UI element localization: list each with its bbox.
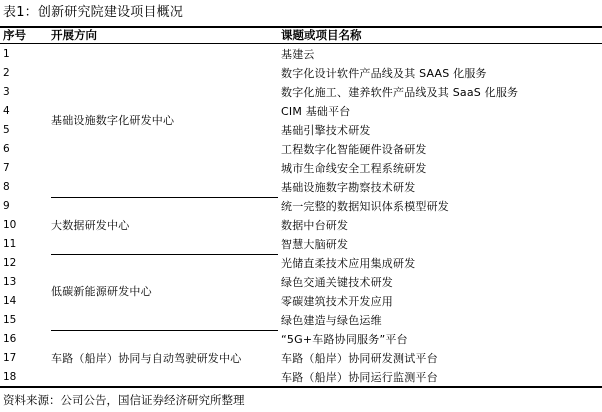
- row-project: 数字化施工、建养软件产品线及其 SaaS 化服务: [281, 86, 519, 99]
- row-index: 12: [3, 257, 17, 269]
- project-table: [0, 26, 602, 388]
- row-project: 基建云: [281, 48, 315, 61]
- row-project: 车路（船岸）协同运行监测平台: [281, 371, 438, 384]
- row-project: 统一完整的数据知识体系模型研发: [281, 200, 449, 213]
- row-project: 零碳建筑技术开发应用: [281, 295, 393, 308]
- row-index: 18: [3, 371, 17, 383]
- row-index: 13: [3, 276, 17, 288]
- row-index: 4: [3, 105, 10, 117]
- group-divider: [51, 330, 278, 331]
- row-project: 数字化设计软件产品线及其 SAAS 化服务: [281, 67, 487, 80]
- row-index: 3: [3, 86, 10, 98]
- header-rule: [0, 43, 602, 44]
- row-index: 14: [3, 295, 17, 307]
- row-index: 7: [3, 162, 10, 174]
- row-project: “5G+车路协同服务”平台: [281, 333, 408, 346]
- group-divider: [51, 254, 278, 255]
- row-index: 5: [3, 124, 10, 136]
- row-index: 6: [3, 143, 10, 155]
- group-direction: 低碳新能源研发中心: [51, 285, 152, 298]
- group-direction: 车路（船岸）协同与自动驾驶研发中心: [51, 352, 242, 365]
- row-project: 绿色建造与绿色运维: [281, 314, 382, 327]
- group-divider: [51, 197, 278, 198]
- table-bottom-rule: [0, 386, 602, 388]
- row-index: 17: [3, 352, 17, 364]
- row-index: 1: [3, 48, 10, 60]
- row-project: 基础引擎技术研发: [281, 124, 371, 137]
- row-index: 11: [3, 238, 17, 250]
- row-index: 16: [3, 333, 17, 345]
- table-title: 表1：创新研究院建设项目概况: [3, 5, 184, 20]
- header-project: 课题或项目名称: [281, 28, 362, 42]
- row-project: 城市生命线安全工程系统研发: [281, 162, 427, 175]
- group-direction: 基础设施数字化研发中心: [51, 114, 175, 127]
- row-project: 数据中台研发: [281, 219, 349, 232]
- header-direction: 开展方向: [51, 28, 97, 42]
- row-index: 2: [3, 67, 10, 79]
- row-project: 基础设施数字勘察技术研发: [281, 181, 416, 194]
- row-index: 10: [3, 219, 17, 231]
- group-direction: 大数据研发中心: [51, 219, 130, 232]
- row-project: 智慧大脑研发: [281, 238, 349, 251]
- row-project: 车路（船岸）协同研发测试平台: [281, 352, 438, 365]
- row-project: 绿色交通关键技术研发: [281, 276, 393, 289]
- row-project: 光储直柔技术应用集成研发: [281, 257, 416, 270]
- row-index: 9: [3, 200, 10, 212]
- row-project: CIM 基础平台: [281, 105, 351, 118]
- row-index: 8: [3, 181, 10, 193]
- source-note: 资料来源：公司公告，国信证券经济研究所整理: [3, 393, 245, 407]
- row-index: 15: [3, 314, 17, 326]
- header-index: 序号: [3, 28, 26, 42]
- row-project: 工程数字化智能硬件设备研发: [281, 143, 427, 156]
